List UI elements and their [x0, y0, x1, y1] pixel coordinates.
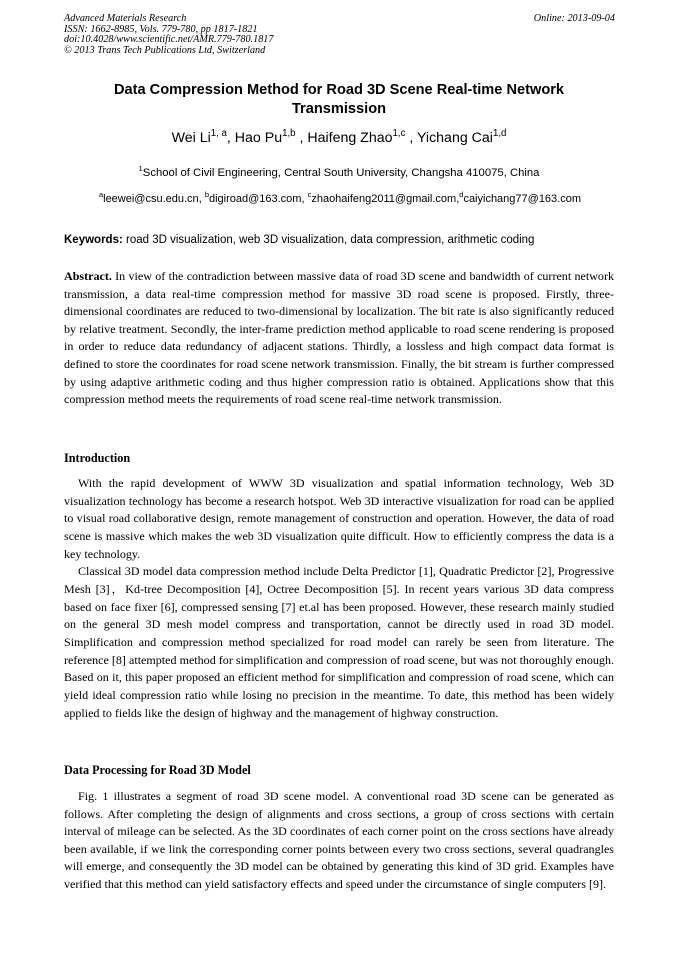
email-address[interactable]: caiyichang77@163.com — [463, 193, 582, 205]
abstract-label: Abstract. — [64, 269, 112, 283]
email-address[interactable]: zhaohaifeng2011@gmail.com — [311, 193, 457, 205]
email-mark: d — [459, 189, 464, 199]
paragraph: Classical 3D model data compression method include Delta Predictor [1], Quadratic Predictor [2], Progressive Mesh [3]，Kd-tree Decomposition [4], Octree Decomposition [5]. In recent years various 3D data compress based on face fixer [6], compressed sensing [7] et.al has been proposed. However, these research mainly studied on the general 3D mesh model compress and transportation, cannot be directly used in road 3D model. Simplification and compression method specialized for road model can rarely be seen from literature. The reference [8] attempted method for simplification and compression of road scene, but was not thoroughly enough. Based on it, this paper proposed an efficient method for simplification and compression of road scene, which can yield ideal compression ratio while losing no precision in the meantime. To date, this method has been widely applied to fields like the design of highway and the management of highway construction. — [64, 564, 614, 720]
journal-issn: ISSN: 1662-8985, Vols. 779-780, pp 1817-1821 — [64, 23, 258, 35]
author-name: Yichang Cai — [416, 130, 493, 146]
abstract-text: In view of the contradiction between massive data of road 3D scene and bandwidth of current network transmission, a data real-time compression method for massive 3D road scene is proposed. Firstly, three-dimensional coordinates are reduced to two-dimensional by localization. The bit rate is also significantly reduced by relative treatment. Secondly, the inter-frame prediction method applicable to road scene rendering is proposed in order to reduce data redundancy of adjacent stations. Thirdly, a lossless and high compact data format is defined to store the coordinates for road scene network transmission. Finally, the bit stream is further compressed by using adaptive arithmetic coding and thus higher compression ratio is obtained. Applications show that this compression method meets the requirements of road scene real-time network transmission. — [64, 269, 614, 407]
email-address[interactable]: digiroad@163.com — [208, 193, 302, 205]
data-processing-heading: Data Processing for Road 3D Model — [64, 763, 251, 777]
keywords — [64, 233, 616, 247]
journal-header — [64, 14, 273, 57]
author-emails: $^a$leewei@csu.edu.cn, $^b$digiroad@163.com, $^c$zhaohaifeng2011@gmail.com,$^d$caiyichang77@163.com — [98, 189, 582, 205]
keywords-label: Keywords: — [64, 234, 123, 246]
email-mark: c — [307, 189, 312, 199]
introduction-body — [64, 475, 614, 722]
introduction-heading: Introduction — [64, 451, 131, 465]
author-list: Wei Li$^{1, a}$, Hao Pu$^{1,b}$ , Haifeng Zhao$^{1,c}$ , Yichang Cai$^{1,d}$ — [171, 127, 507, 146]
keywords-text: road 3D visualization, web 3D visualization, data compression, arithmetic coding — [126, 234, 535, 246]
affiliation-mark: 1 — [138, 163, 143, 173]
abstract — [64, 268, 614, 409]
email-mark: a — [98, 189, 104, 199]
author-name: Hao Pu — [234, 130, 283, 146]
author-name: Wei Li — [171, 130, 211, 146]
author-affiliation-mark: 1,b — [282, 127, 296, 139]
journal-copyright: © 2013 Trans Tech Publications Ltd, Switzerland — [64, 45, 266, 57]
journal-name: Advanced Materials Research — [64, 13, 187, 24]
journal-doi: doi:10.4028/www.scientific.net/AMR.779-780.1817 — [64, 34, 274, 46]
paragraph: Fig. 1 illustrates a segment of road 3D scene model. A conventional road 3D scene can be generated as follows. After completing the design of alignments and cross sections, a group of cross sections with certain interval of mileage can be selected. As the 3D coordinates of each corner point on the cross sections have already been available, if we link the corresponding corner points between every two cross sections, several quadrangles will emerge, and consequently the 3D model can be obtained by generating this kind of 3D grid. Examples have verified that this method can yield satisfactory effects and speed under the circumstance of single computers [9]. — [64, 789, 614, 891]
paragraph: With the rapid development of WWW 3D visualization and spatial information technology, Web 3D visualization technology has become a research hotspot. Web 3D interactive visualization for road can be applied to visual road collaborative design, remote management of construction and operation. However, the data of road scene is massive which makes the web 3D visualization quite difficult. How to efficiently compress the data is a key technology. — [64, 476, 614, 561]
affiliation — [40, 163, 638, 180]
author-affiliation-mark: 1,d — [492, 127, 507, 139]
email-address[interactable]: leewei@csu.edu.cn — [103, 193, 199, 205]
paper-title: Data Compression Method for Road 3D Scene Real-time Network Transmission — [113, 82, 565, 117]
data-processing-body — [64, 788, 614, 894]
email-mark: b — [204, 189, 209, 199]
affiliation-text: School of Civil Engineering, Central South University, Changsha 410075, China — [142, 167, 540, 179]
author-affiliation-mark: 1, a — [210, 127, 227, 139]
author-affiliation-mark: 1,c — [392, 127, 406, 139]
online-date: Online: 2013-09-04 — [533, 13, 615, 24]
author-name: Haifeng Zhao — [307, 130, 393, 146]
